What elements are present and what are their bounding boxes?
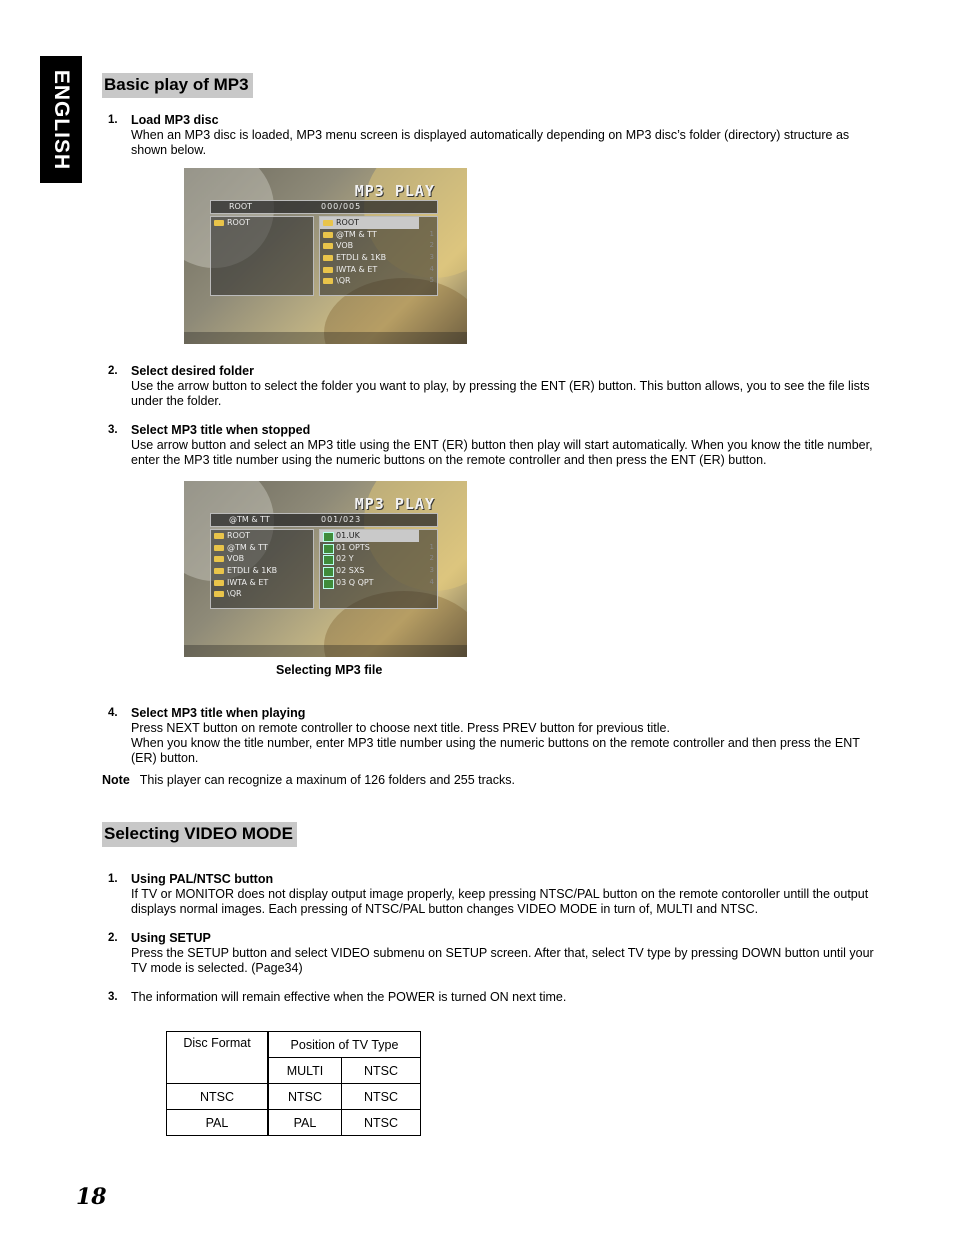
current-path: @TM & TT xyxy=(229,515,270,524)
mp3-play-logo: MP3 PLAY xyxy=(354,182,435,200)
language-label: ENGLISH xyxy=(50,69,73,170)
path-bar xyxy=(210,200,438,214)
folder-row[interactable]: VOB xyxy=(211,553,313,565)
folder-icon xyxy=(323,278,333,284)
folder-icon xyxy=(323,267,333,273)
file-row[interactable]: 02 Y 2 xyxy=(320,553,437,565)
track-counter: 001/023 xyxy=(321,515,362,524)
mp3-step-4 xyxy=(100,706,880,766)
table-header-disc-format: Disc Format xyxy=(167,1032,269,1084)
step-title: Select MP3 title when stopped xyxy=(131,423,311,437)
mp3-step-3 xyxy=(100,423,880,468)
mp3-file-icon xyxy=(323,567,334,577)
video-step-3 xyxy=(100,990,880,1005)
mp3-menu-screenshot-files xyxy=(184,481,467,657)
step-text: The information will remain effective when the POWER is turned ON next time. xyxy=(131,990,567,1004)
file-row-selected[interactable]: 01.UK xyxy=(320,530,419,542)
folder-row[interactable]: \QR xyxy=(211,588,313,600)
mp3-menu-screenshot-root xyxy=(184,168,467,344)
video-step-2 xyxy=(100,931,880,976)
file-row[interactable]: 01 OPTS 1 xyxy=(320,542,437,554)
mp3-step-1 xyxy=(100,113,880,158)
page-number: 18 xyxy=(76,1184,107,1210)
folder-icon xyxy=(323,243,333,249)
step-number: 3. xyxy=(108,424,118,436)
step-number: 2. xyxy=(108,365,118,377)
step-text-2: When you know the title number, enter MP3 title number using the numeric buttons on the remote controller and then press the ENT (ER) button. xyxy=(131,736,860,765)
folder-icon xyxy=(214,591,224,597)
mp3-file-icon xyxy=(323,532,334,542)
folder-row[interactable]: IWTA & ET 4 xyxy=(320,264,437,276)
mp3-file-icon xyxy=(323,544,334,554)
folder-icon xyxy=(214,545,224,551)
current-path: ROOT xyxy=(229,202,253,211)
folder-icon xyxy=(214,533,224,539)
step-title: Using PAL/NTSC button xyxy=(131,872,274,886)
file-list-pane xyxy=(319,529,438,609)
mp3-file-icon xyxy=(323,555,334,565)
path-bar xyxy=(210,513,438,527)
folder-icon xyxy=(323,232,333,238)
section-heading-mp3: Basic play of MP3 xyxy=(102,73,253,98)
video-mode-table xyxy=(166,1031,421,1136)
folder-tree-pane xyxy=(210,216,314,296)
file-row[interactable]: 02 SXS 3 xyxy=(320,565,437,577)
step-text: Press the SETUP button and select VIDEO submenu on SETUP screen. After that, select TV type by pressing DOWN button until your TV mode is selected. (Page34) xyxy=(131,946,874,975)
folder-row[interactable]: @TM & TT xyxy=(211,542,313,554)
table-row: NTSC NTSC NTSC xyxy=(167,1084,421,1110)
step-text: Press NEXT button on remote controller to choose next title. Press PREV button for previous title. xyxy=(131,721,670,735)
folder-list-pane xyxy=(319,216,438,296)
note-text: This player can recognize a maxinum of 126 folders and 255 tracks. xyxy=(139,773,515,787)
note-label: Note xyxy=(102,773,130,787)
folder-row[interactable]: ROOT xyxy=(211,217,313,229)
folder-row[interactable]: @TM & TT 1 xyxy=(320,229,437,241)
section-heading-video-mode: Selecting VIDEO MODE xyxy=(102,822,297,847)
figure-caption: Selecting MP3 file xyxy=(276,663,383,677)
folder-icon xyxy=(214,220,224,226)
table-subheader: NTSC xyxy=(342,1058,421,1084)
file-row[interactable]: 03 Q QPT 4 xyxy=(320,577,437,589)
folder-row-selected[interactable]: ROOT xyxy=(320,217,419,229)
language-side-tab xyxy=(40,56,82,183)
folder-row[interactable]: ROOT xyxy=(211,530,313,542)
step-text: When an MP3 disc is loaded, MP3 menu screen is displayed automatically depending on MP3 disc’s folder (directory) structure as shown below. xyxy=(131,128,850,157)
step-number: 1. xyxy=(108,873,118,885)
folder-row[interactable]: \QR 5 xyxy=(320,275,437,287)
folder-icon xyxy=(214,580,224,586)
step-number: 2. xyxy=(108,932,118,944)
track-counter: 000/005 xyxy=(321,202,362,211)
mp3-step-2 xyxy=(100,364,880,409)
mp3-file-icon xyxy=(323,579,334,589)
folder-row[interactable]: ETDLI & 1KB 3 xyxy=(320,252,437,264)
table-row: PAL PAL NTSC xyxy=(167,1110,421,1136)
folder-icon xyxy=(214,556,224,562)
folder-tree-pane xyxy=(210,529,314,609)
step-text: If TV or MONITOR does not display output image properly, keep pressing NTSC/PAL button on the remote contoroller untill the output displays normal images. Each pressing of NTSC/PAL button changes VIDEO MODE in turn of, MULTI and NTSC. xyxy=(131,887,869,916)
folder-icon xyxy=(323,220,333,226)
mp3-play-logo: MP3 PLAY xyxy=(354,495,435,513)
step-number: 4. xyxy=(108,707,118,719)
step-text: Use the arrow button to select the folder you want to play, by pressing the ENT (ER) button. This button allows, you to see the file lists under the folder. xyxy=(131,379,870,408)
step-title: Using SETUP xyxy=(131,931,211,945)
note xyxy=(102,773,515,787)
table-subheader: MULTI xyxy=(268,1058,342,1084)
step-title: Select MP3 title when playing xyxy=(131,706,306,720)
step-number: 3. xyxy=(108,991,118,1003)
folder-row[interactable]: ETDLI & 1KB xyxy=(211,565,313,577)
step-number: 1. xyxy=(108,114,118,126)
step-title: Select desired folder xyxy=(131,364,254,378)
table-header-tv-type: Position of TV Type xyxy=(268,1032,421,1058)
folder-row[interactable]: VOB 2 xyxy=(320,240,437,252)
step-text: Use arrow button and select an MP3 title using the ENT (ER) button then play will start automatically. When you know the title number, enter the MP3 title number using the numeric buttons on the remote controller and then press the ENT (ER) button. xyxy=(131,438,873,467)
folder-icon xyxy=(214,568,224,574)
folder-row[interactable]: IWTA & ET xyxy=(211,577,313,589)
folder-icon xyxy=(323,255,333,261)
step-title: Load MP3 disc xyxy=(131,113,219,127)
video-step-1 xyxy=(100,872,880,917)
